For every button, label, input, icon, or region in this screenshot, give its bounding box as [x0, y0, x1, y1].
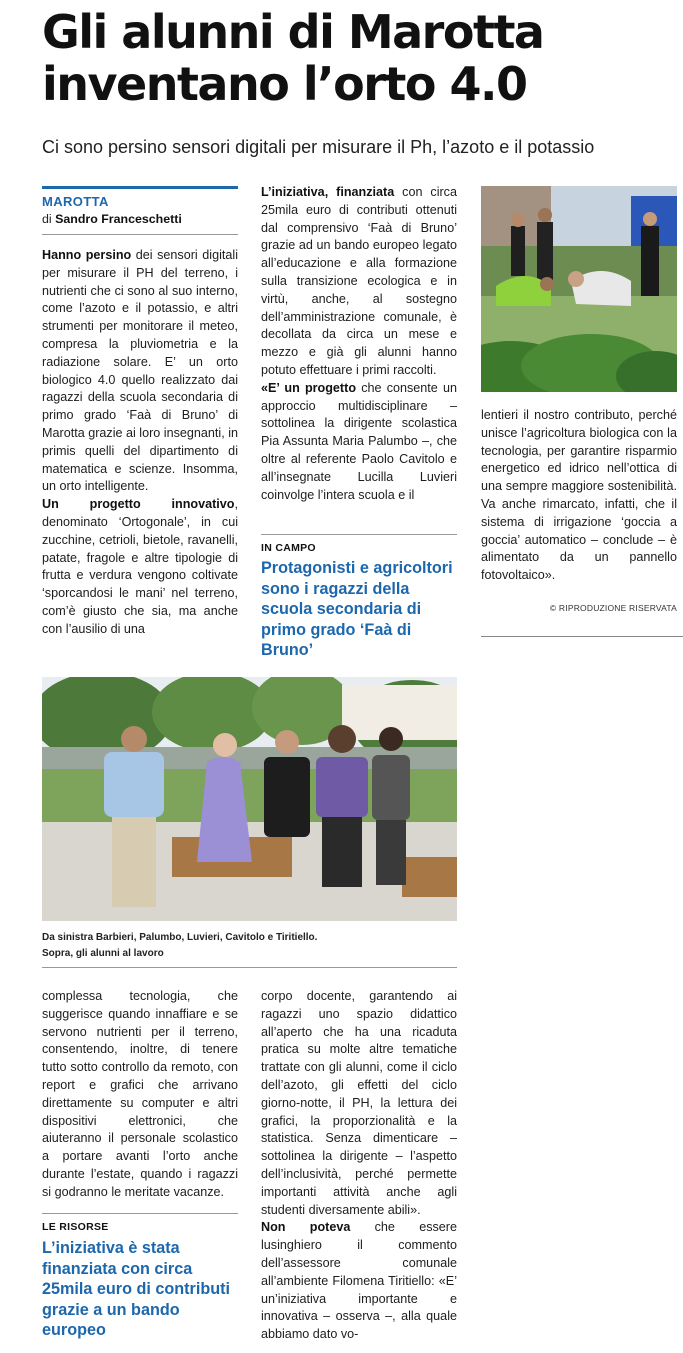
lead-in: Hanno persino: [42, 248, 132, 262]
headline-line-2: inventano l’orto 4.0: [42, 57, 527, 111]
paragraph: [261, 184, 457, 380]
paragraph: [261, 1219, 457, 1344]
author-name: Sandro Franceschetti: [55, 212, 182, 226]
students-garden-image: [481, 186, 677, 392]
paragraph-text: , denominato ‘Ortogonale’, in cui zucchine, cetrioli, bietole, ravanelli, patate, fragole e altre tipologie di frutta e verdura vengono coltivate ‘sporcandosi le mani’ nel terreno, com’è giusto che sia, ma anche con l’ausilio di una: [42, 497, 238, 636]
box-top-rule: [42, 1213, 238, 1214]
column-end-rule: [481, 636, 683, 637]
lower-column-2: [261, 988, 457, 1344]
students-garden-photo: [481, 186, 677, 392]
article-headline: [42, 6, 672, 110]
location-kicker: MAROTTA: [42, 194, 109, 209]
byline-prefix: di: [42, 212, 52, 226]
caption-rule: [42, 967, 457, 968]
lead-in: «E’ un progetto: [261, 380, 357, 395]
pull-quote-in-campo: Protagonisti e agricoltori sono i ragazzi della scuola secondaria di primo grado ‘Faà di Bruno’: [261, 559, 453, 660]
paragraph-text: corpo docente, garantendo ai ragazzi uno spazio didattico all’aperto che ha una ricaduta pratica su molte altre tematiche trattate con gli alunni, come il ciclo dell’azoto, gli effetti del ciclo giorno-notte, il PH, la lettura dei grafici, la proporzionalità e la statistica. Senza dimenticare – sottolinea la dirigente – l’aspetto dell’inclusività, perché permette importanti attività anche agli studenti diversamente abili».: [261, 989, 457, 1217]
caption-line-2: Sopra, gli alunni al lavoro: [42, 948, 164, 959]
article-subheadline: Ci sono persino sensori digitali per misurare il Ph, l’azoto e il potassio: [42, 137, 595, 157]
column-top-rule: [42, 186, 238, 189]
copyright-notice: © RIPRODUZIONE RISERVATA: [549, 603, 677, 613]
group-portrait-image: [42, 677, 457, 921]
section-tag-le-risorse: LE RISORSE: [42, 1221, 109, 1233]
lead-in: Non poteva: [261, 1220, 351, 1235]
byline: [42, 212, 182, 226]
lead-in: Un progetto innovativo: [42, 497, 235, 512]
paragraph-text: che essere lusinghiero il commento dell’assessore comunale all’ambiente Filomena Tiritiello: «E’ un’iniziativa importante e innovativa – osserva –, alla quale abbiamo dato vo-: [261, 1220, 457, 1342]
photo-caption: [42, 930, 457, 962]
paragraph-text: che consente un approccio multidisciplinare – sottolinea la dirigente scolastica Pia Assunta Maria Palumbo –, che oltre al referente Paolo Cavitolo e all’insegnate Lucilla Luvieri coinvolge l’intera scuola e il: [261, 380, 457, 502]
paragraph-text: complessa tecnologia, che suggerisce quando innaffiare e se servono nutrienti per il terreno, consentendo, inoltre, di tenere tutto sotto controllo da remoto, con report e grafici che arrivano direttamente su computer e altri dispositivi elettronici, che aiuteranno il personale scolastico a portare avanti l’orto anche durante l’estate, quando i ragazzi si godranno le meritate vacanze.: [42, 989, 238, 1199]
paragraph: [42, 496, 238, 638]
caption-line-1: Da sinistra Barbieri, Palumbo, Luvieri, Cavitolo e Tiritiello.: [42, 932, 318, 943]
paragraph-text: lentieri il nostro contributo, perché unisce l’agricoltura biologica con la tecnologia, per garantire risparmio energetico ed idrico nell’ottica di una sempre maggiore sostenibilità. Va anche rimarcato, infatti, che il sistema di irrigazione ‘goccia a goccia’ automatico – conclude – è alimentato da un pannello fotovoltaico».: [481, 408, 677, 583]
paragraph-text: con circa 25mila euro di contributi ottenuti dal comprensivo ‘Faà di Bruno’ grazie ad un bando europeo legato all’educazione e alla formazione sulla transizione ecologica e in virtù, anche, al sostegno dell’amministrazione comunale, è decollata da circa un mese e mezzo e già gli alunni hanno potuto effettuare i primi raccolti.: [261, 185, 457, 377]
column-3: [481, 407, 677, 585]
column-2: [261, 184, 457, 504]
byline-rule: [42, 234, 238, 235]
pull-quote-le-risorse: L’iniziativa è stata finanziata con circa 25mila euro di contributi grazie a un bando europeo: [42, 1239, 230, 1340]
lead-in: L’iniziativa, finanziata: [261, 185, 395, 199]
paragraph-text: dei sensori digitali per misurare il PH del terreno, i nutrienti che ci sono al suo interno, come l’azoto e il potassio, e altri strumenti per monitorare il meteo, compresa la pluviometria e la radiazione solare. E’ un orto biologico 4.0 quello realizzato dai ragazzi della scuola secondaria di primo grado ‘Faà di Bruno’ di Marotta grazie ai loro insegnanti, in primis quelli del dipartimento di matematica e scienze. Insomma, un orto intelligente.: [42, 248, 239, 494]
headline-line-1: Gli alunni di Marotta: [42, 5, 544, 59]
paragraph: [261, 380, 457, 505]
lower-column-1: [42, 988, 238, 1202]
section-tag-in-campo: IN CAMPO: [261, 542, 316, 554]
paragraph: [42, 247, 238, 496]
column-1: [42, 247, 238, 639]
group-portrait-photo: [42, 677, 457, 921]
box-top-rule: [261, 534, 457, 535]
